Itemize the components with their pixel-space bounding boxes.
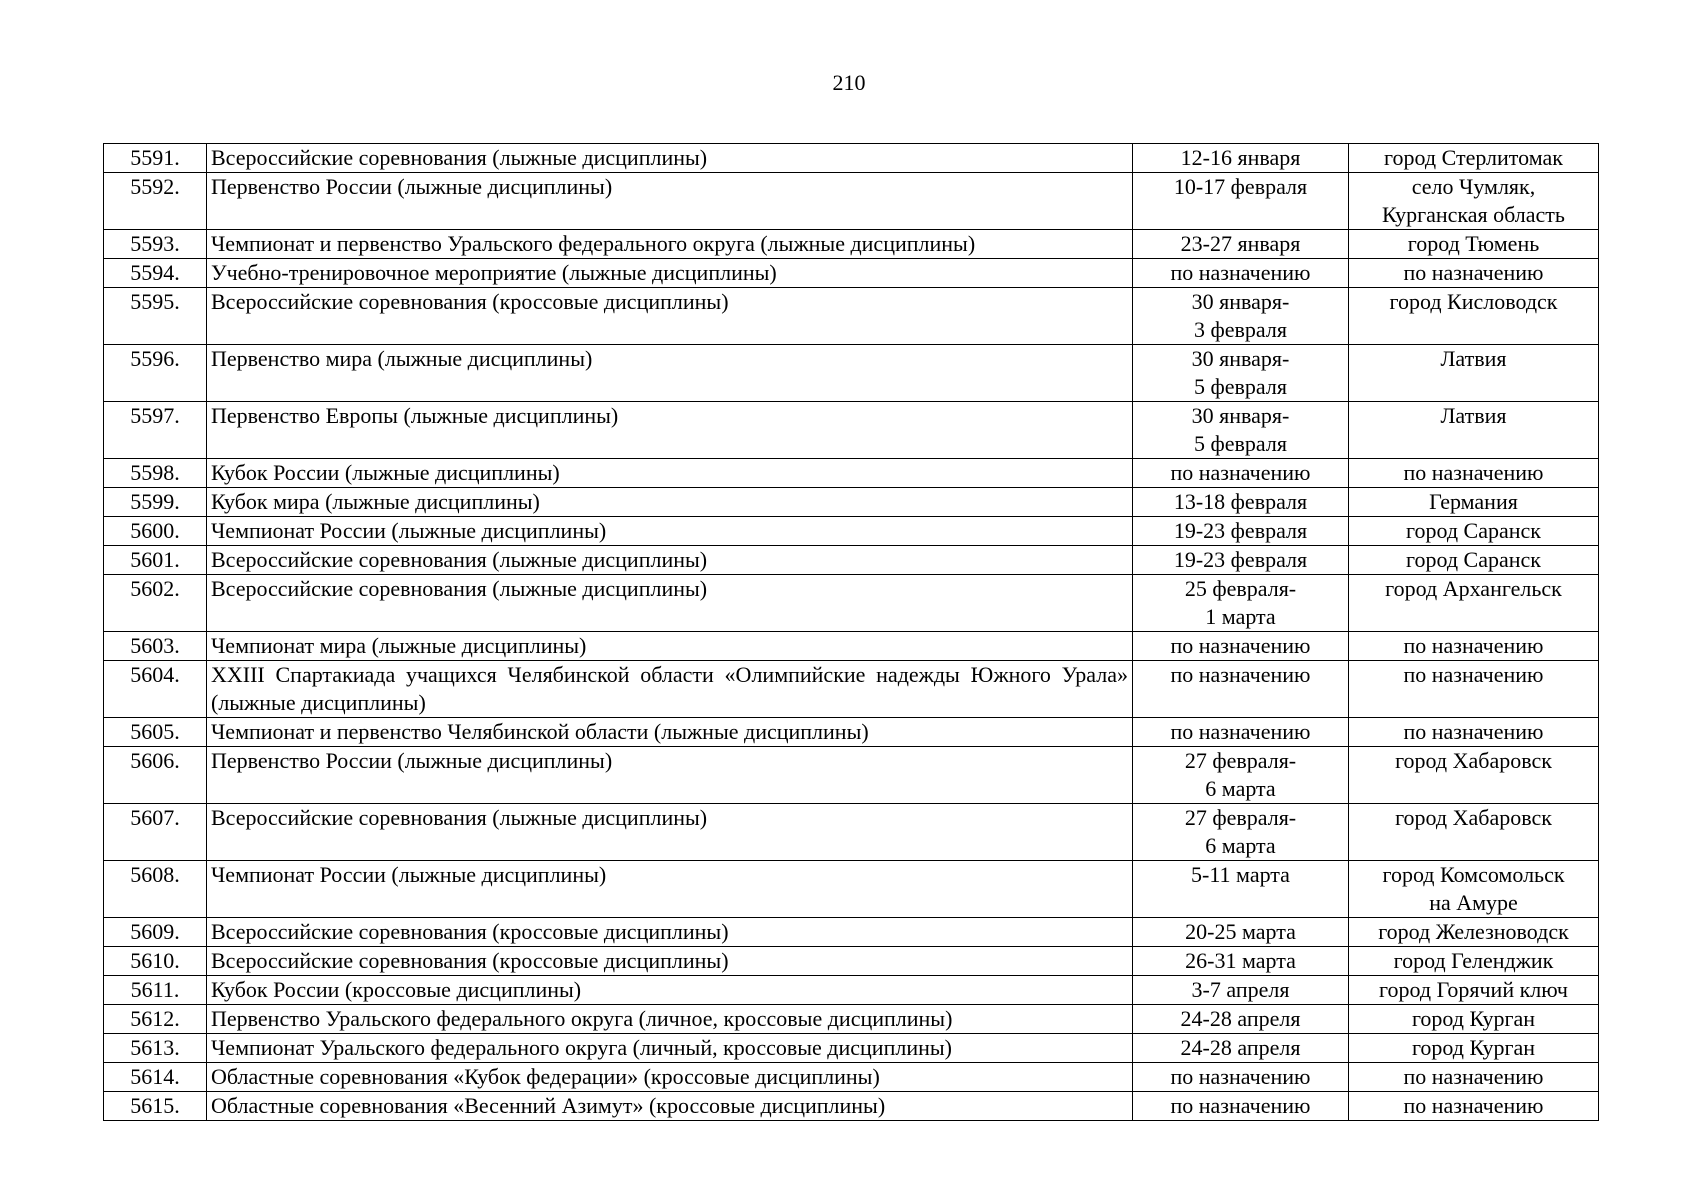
row-number-cell: 5604. [104,661,207,718]
event-place-cell: по назначению [1349,459,1599,488]
event-name-cell: Областные соревнования «Кубок федерации» (кроссовые дисциплины) [207,1063,1133,1092]
event-date-cell: 30 января- 5 февраля [1133,402,1349,459]
event-name-cell: Всероссийские соревнования (лыжные дисциплины) [207,575,1133,632]
event-name-cell: Всероссийские соревнования (лыжные дисциплины) [207,144,1133,173]
row-number-cell: 5603. [104,632,207,661]
event-place-cell: город Архангельск [1349,575,1599,632]
event-date-cell: 13-18 февраля [1133,488,1349,517]
event-date-cell: 23-27 января [1133,230,1349,259]
event-place-cell: город Курган [1349,1005,1599,1034]
table-row [104,144,1599,173]
event-date-cell: 24-28 апреля [1133,1034,1349,1063]
event-name-cell: Первенство России (лыжные дисциплины) [207,747,1133,804]
row-number-cell: 5615. [104,1092,207,1121]
table-row [104,173,1599,230]
row-number-cell: 5591. [104,144,207,173]
table-row [104,1092,1599,1121]
event-date-cell: 20-25 марта [1133,918,1349,947]
row-number-cell: 5613. [104,1034,207,1063]
event-date-cell: по назначению [1133,1063,1349,1092]
event-name-cell: Первенство мира (лыжные дисциплины) [207,345,1133,402]
event-place-cell: по назначению [1349,259,1599,288]
event-date-cell: 10-17 февраля [1133,173,1349,230]
row-number-cell: 5609. [104,918,207,947]
event-name-cell: Чемпионат мира (лыжные дисциплины) [207,632,1133,661]
event-place-cell: город Геленджик [1349,947,1599,976]
event-name-cell: Кубок России (лыжные дисциплины) [207,459,1133,488]
row-number-cell: 5598. [104,459,207,488]
row-number-cell: 5606. [104,747,207,804]
table-row [104,976,1599,1005]
row-number-cell: 5601. [104,546,207,575]
row-number-cell: 5607. [104,804,207,861]
event-name-cell: Чемпионат и первенство Уральского федерального округа (лыжные дисциплины) [207,230,1133,259]
event-date-cell: по назначению [1133,718,1349,747]
row-number-cell: 5593. [104,230,207,259]
event-place-cell: город Хабаровск [1349,804,1599,861]
event-place-cell: город Саранск [1349,546,1599,575]
event-name-cell: Учебно-тренировочное мероприятие (лыжные дисциплины) [207,259,1133,288]
row-number-cell: 5614. [104,1063,207,1092]
event-date-cell: 24-28 апреля [1133,1005,1349,1034]
row-number-cell: 5595. [104,288,207,345]
page-number: 210 [832,70,866,95]
table-row [104,1034,1599,1063]
event-date-cell: по назначению [1133,1092,1349,1121]
table-row [104,546,1599,575]
row-number-cell: 5592. [104,173,207,230]
event-place-cell: Латвия [1349,402,1599,459]
row-number-cell: 5594. [104,259,207,288]
table-row [104,747,1599,804]
event-date-cell: 19-23 февраля [1133,546,1349,575]
event-date-cell: 30 января- 3 февраля [1133,288,1349,345]
row-number-cell: 5596. [104,345,207,402]
event-name-cell: Областные соревнования «Весенний Азимут» (кроссовые дисциплины) [207,1092,1133,1121]
row-number-cell: 5602. [104,575,207,632]
table-row [104,804,1599,861]
event-name-cell: Первенство Европы (лыжные дисциплины) [207,402,1133,459]
event-name-cell: Кубок мира (лыжные дисциплины) [207,488,1133,517]
event-place-cell: город Горячий ключ [1349,976,1599,1005]
row-number-cell: 5599. [104,488,207,517]
events-table [103,143,1599,1121]
event-name-cell: Всероссийские соревнования (кроссовые дисциплины) [207,947,1133,976]
event-place-cell: по назначению [1349,718,1599,747]
event-place-cell: село Чумляк, Курганская область [1349,173,1599,230]
event-name-cell: Первенство Уральского федерального округа (личное, кроссовые дисциплины) [207,1005,1133,1034]
table-row [104,259,1599,288]
event-name-cell: Чемпионат России (лыжные дисциплины) [207,517,1133,546]
row-number-cell: 5600. [104,517,207,546]
event-place-cell: по назначению [1349,632,1599,661]
row-number-cell: 5608. [104,861,207,918]
table-row [104,1005,1599,1034]
event-place-cell: город Курган [1349,1034,1599,1063]
table-row [104,918,1599,947]
event-name-cell: Всероссийские соревнования (лыжные дисциплины) [207,804,1133,861]
event-date-cell: 5-11 марта [1133,861,1349,918]
table-row [104,947,1599,976]
table-row [104,402,1599,459]
table-row [104,1063,1599,1092]
table-row [104,345,1599,402]
event-date-cell: 12-16 января [1133,144,1349,173]
table-row [104,230,1599,259]
table-row [104,718,1599,747]
event-place-cell: город Хабаровск [1349,747,1599,804]
table-row [104,459,1599,488]
row-number-cell: 5597. [104,402,207,459]
event-name-cell: Чемпионат Уральского федерального округа (личный, кроссовые дисциплины) [207,1034,1133,1063]
event-name-cell: Кубок России (кроссовые дисциплины) [207,976,1133,1005]
event-place-cell: город Комсомольск на Амуре [1349,861,1599,918]
event-place-cell: по назначению [1349,1063,1599,1092]
event-place-cell: город Тюмень [1349,230,1599,259]
table-row [104,517,1599,546]
table-row [104,288,1599,345]
event-name-cell: Всероссийские соревнования (лыжные дисциплины) [207,546,1133,575]
event-place-cell: Германия [1349,488,1599,517]
event-date-cell: по назначению [1133,661,1349,718]
event-date-cell: по назначению [1133,259,1349,288]
event-date-cell: по назначению [1133,632,1349,661]
event-name-cell: XXIII Спартакиада учащихся Челябинской области «Олимпийские надежды Южного Урала» (лыжные дисциплины) [207,661,1133,718]
table-row [104,661,1599,718]
event-date-cell: 30 января- 5 февраля [1133,345,1349,402]
event-date-cell: 25 февраля- 1 марта [1133,575,1349,632]
event-name-cell: Первенство России (лыжные дисциплины) [207,173,1133,230]
event-date-cell: 27 февраля- 6 марта [1133,747,1349,804]
event-place-cell: город Железноводск [1349,918,1599,947]
event-date-cell: 19-23 февраля [1133,517,1349,546]
event-date-cell: 26-31 марта [1133,947,1349,976]
event-place-cell: Латвия [1349,345,1599,402]
table-row [104,488,1599,517]
event-place-cell: город Кисловодск [1349,288,1599,345]
table-row [104,575,1599,632]
table-row [104,632,1599,661]
event-place-cell: город Саранск [1349,517,1599,546]
event-place-cell: по назначению [1349,1092,1599,1121]
event-name-cell: Чемпионат России (лыжные дисциплины) [207,861,1133,918]
row-number-cell: 5605. [104,718,207,747]
event-place-cell: по назначению [1349,661,1599,718]
row-number-cell: 5612. [104,1005,207,1034]
table-row [104,861,1599,918]
event-date-cell: по назначению [1133,459,1349,488]
event-name-cell: Всероссийские соревнования (кроссовые дисциплины) [207,918,1133,947]
event-date-cell: 27 февраля- 6 марта [1133,804,1349,861]
event-name-cell: Чемпионат и первенство Челябинской области (лыжные дисциплины) [207,718,1133,747]
event-place-cell: город Стерлитомак [1349,144,1599,173]
row-number-cell: 5610. [104,947,207,976]
event-name-cell: Всероссийские соревнования (кроссовые дисциплины) [207,288,1133,345]
event-date-cell: 3-7 апреля [1133,976,1349,1005]
row-number-cell: 5611. [104,976,207,1005]
events-table-body [104,144,1599,1121]
